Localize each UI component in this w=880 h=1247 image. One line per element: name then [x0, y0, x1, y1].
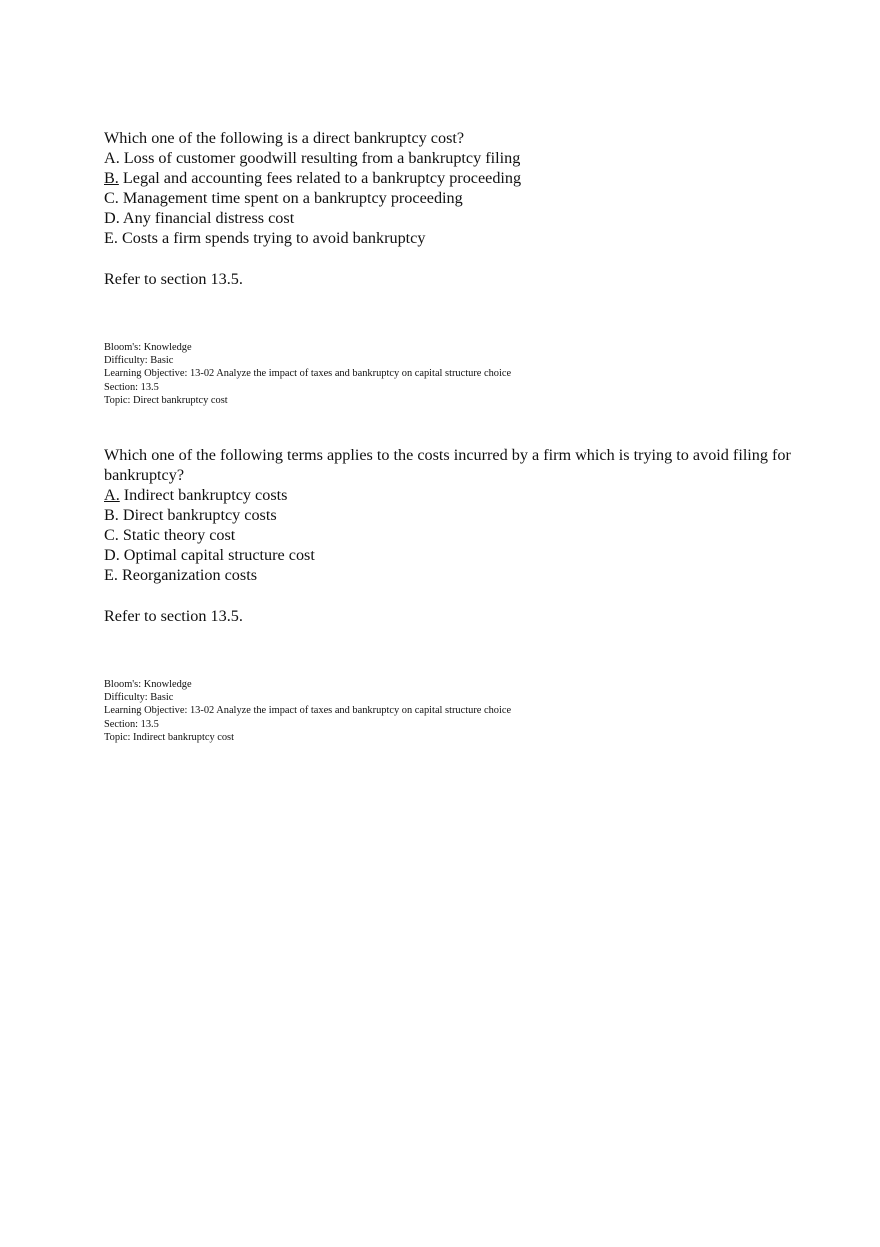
- option-text: Reorganization costs: [121, 566, 258, 584]
- learning-objective: Learning Objective: 13-02 Analyze the impact of taxes and bankruptcy on capital structure choice: [104, 368, 512, 380]
- question-2: [104, 445, 804, 744]
- option-text: Indirect bankruptcy costs: [123, 486, 288, 504]
- option-c: [104, 188, 804, 208]
- option-letter-correct: B.: [104, 169, 119, 187]
- option-letter: C.: [104, 526, 119, 544]
- option-text: Legal and accounting fees related to a bankruptcy proceeding: [122, 169, 522, 187]
- option-text: Loss of customer goodwill resulting from a bankruptcy filing: [123, 149, 521, 167]
- option-text: Optimal capital structure cost: [123, 546, 315, 564]
- option-e: [104, 565, 804, 585]
- question-stem: Which one of the following terms applies to the costs incurred by a firm which is trying to avoid filing for bankruptcy?: [104, 446, 791, 484]
- option-text: Costs a firm spends trying to avoid bankruptcy: [121, 229, 426, 247]
- learning-objective: Learning Objective: 13-02 Analyze the impact of taxes and bankruptcy on capital structure choice: [104, 705, 512, 717]
- option-e: [104, 228, 804, 248]
- section: Section: 13.5: [104, 718, 159, 730]
- blooms-level: Bloom's: Knowledge: [104, 679, 192, 690]
- topic: Topic: Direct bankruptcy cost: [104, 394, 228, 406]
- option-letter: E.: [104, 566, 118, 584]
- difficulty: Difficulty: Basic: [104, 692, 174, 704]
- option-b: [104, 168, 804, 188]
- option-letter: B.: [104, 506, 119, 524]
- question-metadata: [104, 341, 804, 407]
- option-letter-correct: A.: [104, 486, 120, 504]
- option-letter: E.: [104, 229, 118, 247]
- question-stem: Which one of the following is a direct bankruptcy cost?: [104, 129, 465, 147]
- section: Section: 13.5: [104, 381, 159, 393]
- option-letter: C.: [104, 189, 119, 207]
- topic: Topic: Indirect bankruptcy cost: [104, 731, 234, 743]
- option-text: Static theory cost: [122, 526, 236, 544]
- refer-note: Refer to section 13.5.: [104, 270, 243, 288]
- blooms-level: Bloom's: Knowledge: [104, 342, 192, 353]
- answer-options: [104, 485, 804, 585]
- difficulty: Difficulty: Basic: [104, 355, 174, 367]
- answer-options: [104, 148, 804, 248]
- question-1: [104, 128, 804, 407]
- option-letter: A.: [104, 149, 120, 167]
- option-b: [104, 505, 804, 525]
- refer-note: Refer to section 13.5.: [104, 607, 243, 625]
- question-metadata: [104, 678, 804, 744]
- option-a: [104, 485, 804, 505]
- option-letter: D.: [104, 209, 120, 227]
- option-d: [104, 208, 804, 228]
- option-c: [104, 525, 804, 545]
- option-letter: D.: [104, 546, 120, 564]
- option-d: [104, 545, 804, 565]
- option-text: Management time spent on a bankruptcy proceeding: [122, 189, 463, 207]
- option-text: Any financial distress cost: [122, 209, 295, 227]
- option-text: Direct bankruptcy costs: [122, 506, 277, 524]
- option-a: [104, 148, 804, 168]
